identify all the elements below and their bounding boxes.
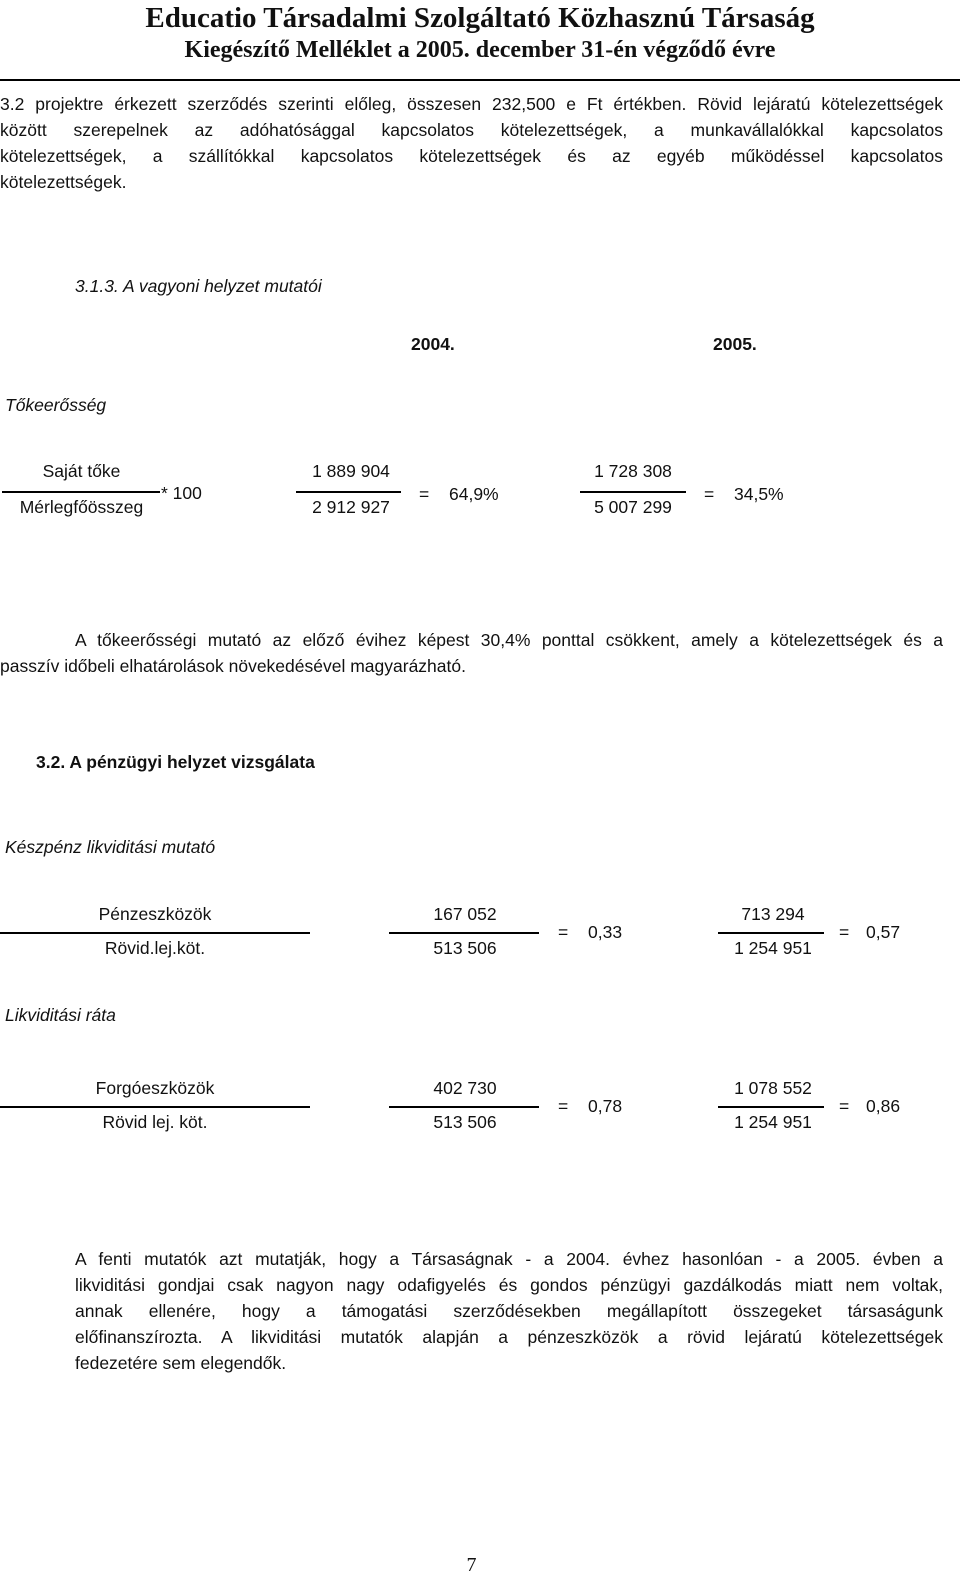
capital-2004-numerator: 1 889 904 — [312, 461, 390, 481]
cash-2004-result: 0,33 — [588, 922, 623, 942]
capital-2005-numerator: 1 728 308 — [594, 461, 672, 481]
cash-2005-numerator: 713 294 — [741, 904, 805, 924]
liquidity-conclusion — [75, 1246, 943, 1376]
year-2005-label: 2005. — [713, 334, 757, 354]
cash-2004-fraction-line — [389, 932, 539, 934]
cash-2004-numerator: 167 052 — [433, 904, 497, 924]
capital-2005-equals: = — [704, 484, 715, 504]
liquidity-2005-numerator: 1 078 552 — [734, 1078, 812, 1098]
document-title: Educatio Társadalmi Szolgáltató Közhasznú Társaság — [145, 2, 815, 34]
liquidity-label-fraction-line — [0, 1106, 310, 1108]
intro-paragraph — [0, 91, 943, 195]
page-number: 7 — [466, 1554, 477, 1576]
indicator-name-capital-strength: Tőkeerősség — [5, 395, 107, 415]
formula-denominator: Mérlegfőösszeg — [19, 497, 144, 517]
formula-numerator: Saját tőke — [42, 461, 121, 481]
capital-2005-fraction-line — [580, 491, 686, 493]
liquidity-2004-fraction-line — [389, 1106, 539, 1108]
paragraph-line: A tőkeerősségi mutató az előző évihez képest 30,4% ponttal csökkent, amely a kötelezettségek és a — [75, 630, 943, 650]
year-2004-label: 2004. — [411, 334, 455, 354]
cash-2004-denominator: 513 506 — [433, 938, 497, 958]
paragraph-line: A fenti mutatók azt mutatják, hogy a Társaságnak - a 2004. évhez hasonlóan - a 2005. évben a — [75, 1249, 943, 1269]
paragraph-line: kötelezettségek, a szállítókkal kapcsolatos kötelezettségek és az egyéb működéssel kapcsolatos — [0, 146, 943, 166]
indicator-name-cash-liquidity: Készpénz likviditási mutató — [5, 837, 216, 857]
liquidity-2005-denominator: 1 254 951 — [734, 1112, 812, 1132]
capital-2005-denominator: 5 007 299 — [594, 497, 672, 517]
capital-2004-fraction-line — [296, 491, 401, 493]
cash-denominator-label: Rövid.lej.köt. — [104, 938, 206, 958]
liquidity-2004-equals: = — [558, 1096, 569, 1116]
cash-2005-result: 0,57 — [866, 922, 901, 942]
liquidity-numerator-label: Forgóeszközök — [95, 1078, 215, 1098]
capital-2004-result: 64,9% — [449, 484, 499, 504]
liquidity-2005-result: 0,86 — [866, 1096, 901, 1116]
paragraph-line: annak ellenére, hogy a támogatási szerződésekben megállapított összegeket társaságunk — [75, 1301, 943, 1321]
cash-2005-denominator: 1 254 951 — [734, 938, 812, 958]
paragraph-line: között szerepelnek az adóhatósággal kapcsolatos kötelezettségek, a munkavállalókkal kapcsolatos — [0, 120, 943, 140]
capital-2005-result: 34,5% — [734, 484, 784, 504]
cash-2005-fraction-line — [718, 932, 824, 934]
formula-multiplier: * 100 — [161, 483, 202, 503]
liquidity-denominator-label: Rövid lej. köt. — [102, 1112, 208, 1132]
liquidity-2004-result: 0,78 — [588, 1096, 623, 1116]
section-heading-313: 3.1.3. A vagyoni helyzet mutatói — [75, 276, 322, 296]
liquidity-2005-fraction-line — [718, 1106, 824, 1108]
indicator-name-liquidity-ratio: Likviditási ráta — [5, 1005, 116, 1025]
paragraph-line: passzív időbeli elhatárolások növekedésével magyarázható. — [0, 656, 466, 676]
document-subtitle: Kiegészítő Melléklet a 2005. december 31-én végződő évre — [184, 37, 776, 63]
paragraph-line: 3.2 projektre érkezett szerződés szerinti előleg, összesen 232,500 e Ft értékben. Rövid lejáratú kötelezettségek — [0, 94, 943, 114]
liquidity-2004-denominator: 513 506 — [433, 1112, 497, 1132]
capital-strength-note — [0, 627, 943, 679]
formula-fraction-line — [2, 491, 160, 493]
paragraph-line: likviditási gondjai csak nagyon nagy odafigyelés és gondos pénzügyi gazdálkodás miatt nem voltak, — [75, 1275, 943, 1295]
cash-numerator-label: Pénzeszközök — [98, 904, 212, 924]
cash-2005-equals: = — [839, 922, 850, 942]
header-divider — [0, 79, 960, 81]
cash-2004-equals: = — [558, 922, 569, 942]
paragraph-line: kötelezettségek. — [0, 172, 127, 192]
section-heading-32: 3.2. A pénzügyi helyzet vizsgálata — [36, 752, 315, 772]
liquidity-2005-equals: = — [839, 1096, 850, 1116]
capital-2004-equals: = — [419, 484, 430, 504]
cash-label-fraction-line — [0, 932, 310, 934]
liquidity-2004-numerator: 402 730 — [433, 1078, 497, 1098]
paragraph-line: előfinanszírozta. A likviditási mutatók alapján a pénzeszközök a rövid lejáratú kötelezettségek — [75, 1327, 943, 1347]
capital-2004-denominator: 2 912 927 — [312, 497, 390, 517]
paragraph-line: fedezetére sem elegendők. — [75, 1353, 287, 1373]
